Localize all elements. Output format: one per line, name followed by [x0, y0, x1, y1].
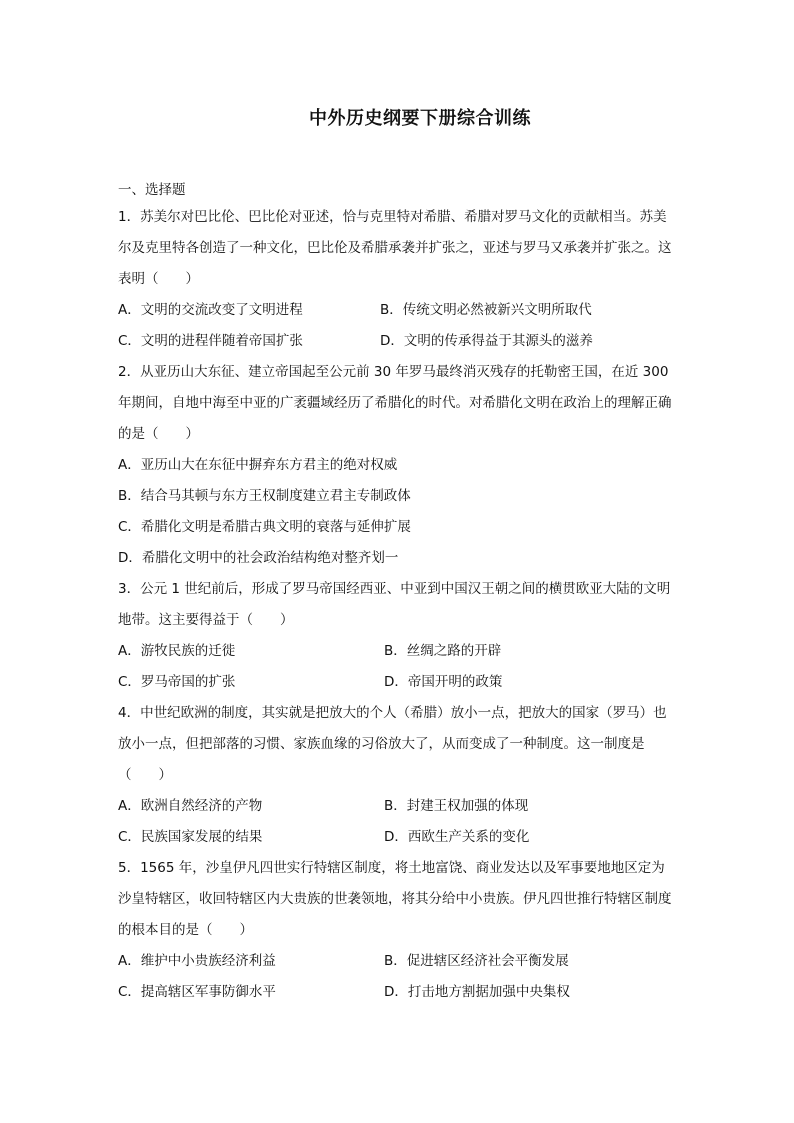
option-c: C．希腊化文明是希腊古典文明的衰落与延伸扩展 [118, 519, 411, 535]
question-4 [118, 698, 678, 853]
document-title: 中外历史纲要下册综合训练 [309, 108, 531, 129]
question-stem: 2．从亚历山大东征、建立帝国起至公元前 30 年罗马最终消灭残存的托勒密王国，在近 300 年期间，自地中海至中亚的广袤疆域经历了希腊化的时代。对希腊化文明在政治上的理解正确的是（ ） [118, 364, 672, 442]
question-2 [118, 357, 678, 574]
option-b: B．封建王权加强的体现 [384, 798, 529, 814]
option-d: D．打击地方割据加强中央集权 [384, 984, 570, 1000]
option-d: D．希腊化文明中的社会政治结构绝对整齐划一 [118, 550, 399, 566]
option-d: D．文明的传承得益于其源头的滋养 [380, 333, 593, 349]
option-a: A．亚历山大在东征中摒弃东方君主的绝对权威 [118, 457, 398, 473]
questions-list [118, 202, 678, 1008]
question-1 [118, 202, 678, 357]
option-b: B．结合马其顿与东方王权制度建立君主专制政体 [118, 488, 411, 504]
option-a: A．文明的交流改变了文明进程 [118, 302, 303, 318]
question-stem: 3．公元 1 世纪前后，形成了罗马帝国经西亚、中亚到中国汉王朝之间的横贯欧亚大陆的文明地带。这主要得益于（ ） [118, 581, 671, 628]
option-b: B．传统文明必然被新兴文明所取代 [380, 302, 592, 318]
option-row [118, 636, 678, 667]
option-a: A．游牧民族的迁徙 [118, 643, 236, 659]
option-c: C．文明的进程伴随着帝国扩张 [118, 333, 303, 349]
question-stem: 5．1565 年，沙皇伊凡四世实行特辖区制度，将土地富饶、商业发达以及军事要地地区定为沙皇特辖区，收回特辖区内大贵族的世袭领地，将其分给中小贵族。伊凡四世推行特辖区制度的根本目的是（ ） [118, 860, 672, 938]
option-row [118, 791, 678, 822]
question-3 [118, 574, 678, 698]
question-stem: 1．苏美尔对巴比伦、巴比伦对亚述，恰与克里特对希腊、希腊对罗马文化的贡献相当。苏美尔及克里特各创造了一种文化，巴比伦及希腊承袭并扩张之，亚述与罗马又承袭并扩张之。这表明（ ） [118, 209, 672, 287]
option-d: D．西欧生产关系的变化 [384, 829, 530, 845]
option-row [118, 822, 678, 853]
option-b: B．促进辖区经济社会平衡发展 [384, 953, 569, 969]
option-row [118, 326, 678, 357]
option-c: C．民族国家发展的结果 [118, 829, 263, 845]
option-row [118, 946, 678, 977]
question-5 [118, 853, 678, 1008]
option-row [118, 667, 678, 698]
option-row [118, 977, 678, 1008]
option-d: D．帝国开明的政策 [384, 674, 503, 690]
section-heading: 一、选择题 [118, 182, 186, 198]
option-c: C．提高辖区军事防御水平 [118, 984, 276, 1000]
option-a: A．欧洲自然经济的产物 [118, 798, 263, 814]
option-a: A．维护中小贵族经济利益 [118, 953, 276, 969]
option-b: B．丝绸之路的开辟 [384, 643, 502, 659]
question-stem: 4．中世纪欧洲的制度，其实就是把放大的个人（希腊）放小一点，把放大的国家（罗马）也放小一点，但把部落的习惯、家族血缘的习俗放大了，从而变成了一种制度。这一制度是（ ） [118, 705, 667, 783]
option-c: C．罗马帝国的扩张 [118, 674, 236, 690]
option-row [118, 295, 678, 326]
